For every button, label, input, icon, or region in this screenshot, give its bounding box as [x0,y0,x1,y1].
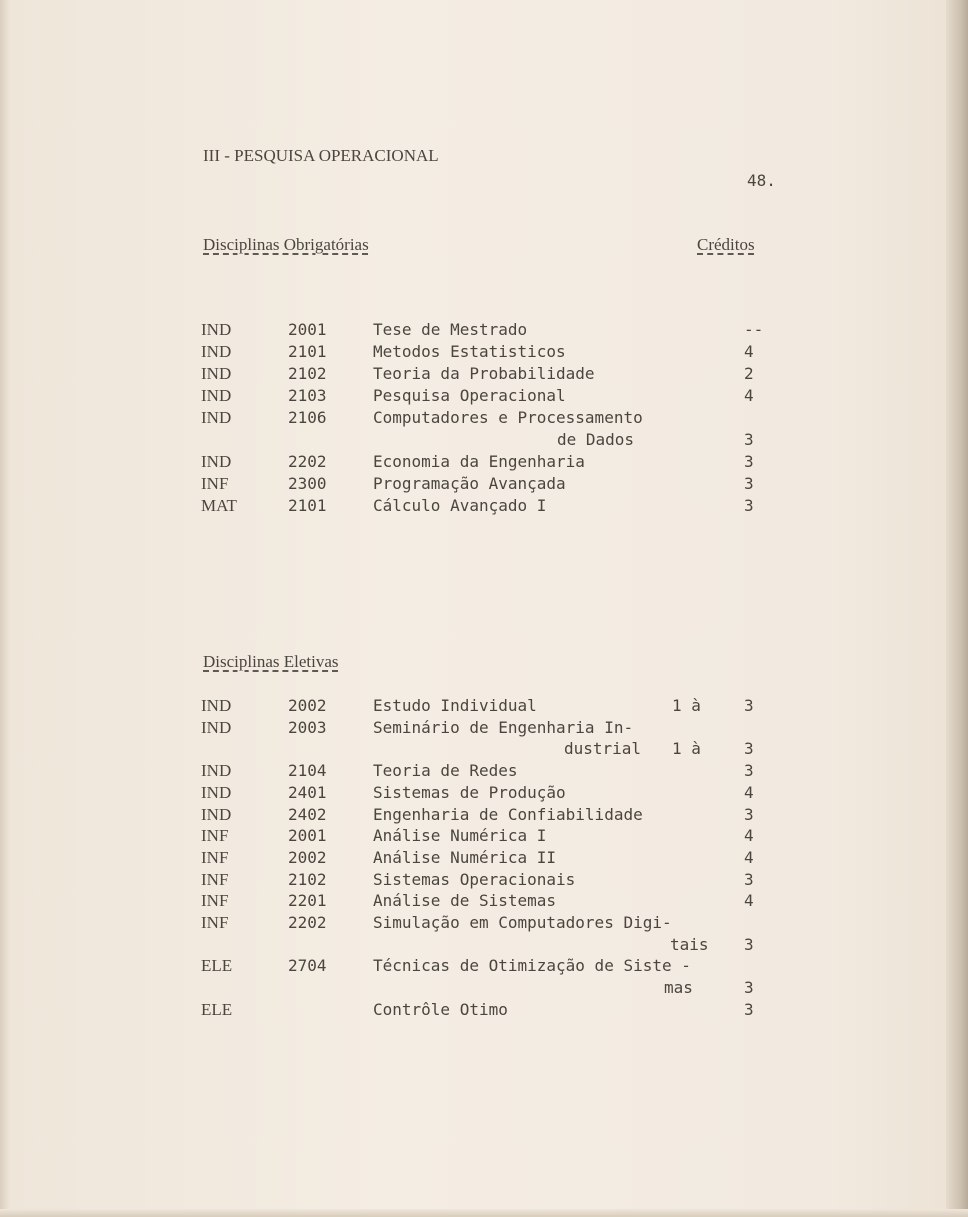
course-number: 2704 [288,956,327,976]
course-row [0,364,968,386]
course-title: Metodos Estatisticos [373,342,566,361]
course-credits: 3 [744,869,754,889]
course-row [0,342,968,364]
course-credits: 3 [744,999,754,1019]
course-title: de Dados [557,430,635,449]
course-credits: 3 [744,474,754,493]
course-dept: IND [201,408,232,427]
course-credits: 3 [744,739,754,759]
course-row [0,783,968,805]
course-dept: MAT [201,496,237,515]
course-number: 2103 [288,386,327,405]
page-bottom-edge [0,1209,968,1217]
course-credits: 3 [744,696,754,715]
course-title: Economia da Engenharia [373,452,585,471]
course-number: 2102 [288,869,327,889]
course-title: Teoria da Probabilidade [373,364,595,383]
course-row [0,408,968,430]
course-title: Sistemas de Produção [373,782,566,802]
course-title: Técnicas de Otimização de Siste - [373,956,691,976]
course-row [0,386,968,408]
course-number: 2001 [288,826,327,846]
course-credits: 4 [744,847,754,867]
course-title: Seminário de Engenharia In- [373,717,634,737]
course-credits: 3 [744,804,754,824]
course-title: Estudo Individual [373,696,537,715]
course-title: tais [670,934,709,954]
course-row [0,1000,968,1022]
course-dept: IND [201,320,232,339]
course-number: 2101 [288,496,327,515]
course-row [0,935,968,957]
course-credits: 3 [744,978,754,998]
course-dept: INF [201,847,229,867]
page-right-edge [946,0,968,1217]
course-title: Análise Numérica II [373,847,557,867]
course-title: Computadores e Processamento [373,408,643,427]
course-title: Análise de Sistemas [373,891,557,911]
course-number: 2101 [288,342,327,361]
course-dept: IND [201,696,232,715]
course-credits: 2 [744,364,754,383]
elective-heading: Disciplinas Eletivas [203,652,339,671]
course-dept: IND [201,452,232,471]
course-row [0,761,968,783]
course-credits: 4 [744,826,754,846]
course-dept: INF [201,474,229,493]
course-number: 2102 [288,364,327,383]
course-number: 2106 [288,408,327,427]
course-credits: 3 [744,761,754,781]
course-credits: 3 [744,430,754,449]
course-number: 2001 [288,320,327,339]
course-row [0,320,968,342]
course-dept: INF [201,913,229,932]
course-number: 2002 [288,847,327,867]
course-number: 2401 [288,782,327,802]
course-dept: ELE [201,999,233,1019]
course-row [0,891,968,913]
course-dept: IND [201,342,232,361]
course-number: 2300 [288,474,327,493]
course-number: 2202 [288,452,327,471]
course-row [0,452,968,474]
course-term: 1 à [672,696,701,715]
course-row [0,496,968,518]
course-number: 2104 [288,761,327,781]
page-left-edge [0,0,10,1217]
course-dept: IND [201,386,232,405]
section-title: III - PESQUISA OPERACIONAL [203,146,439,165]
course-row [0,718,968,740]
course-dept: INF [201,869,229,889]
course-dept: INF [201,826,229,846]
course-number: 2402 [288,804,327,824]
course-row [0,696,968,718]
course-number: 2003 [288,717,327,737]
course-credits: 4 [744,891,754,911]
course-dept: IND [201,804,232,824]
course-row [0,956,968,978]
course-number: 2002 [288,696,327,715]
course-title: Programação Avançada [373,474,566,493]
course-title: Pesquisa Operacional [373,386,566,405]
course-row [0,978,968,1000]
course-title: Tese de Mestrado [373,320,528,339]
course-row [0,826,968,848]
course-row [0,913,968,935]
course-number: 2201 [288,891,327,911]
course-row [0,805,968,827]
course-row [0,739,968,761]
course-title: Simulação em Computadores Digi- [373,913,672,932]
course-title: Sistemas Operacionais [373,869,576,889]
course-dept: INF [201,891,229,911]
course-title: mas [664,978,693,998]
course-title: Engenharia de Confiabilidade [373,804,643,824]
credits-heading: Créditos [697,235,755,254]
course-row [0,848,968,870]
course-dept: IND [201,364,232,383]
course-dept: IND [201,761,232,781]
course-title: Contrôle Otimo [373,999,508,1019]
course-credits: 4 [744,782,754,802]
course-credits: 4 [744,342,754,361]
course-term: 1 à [672,739,701,759]
course-dept: IND [201,717,232,737]
course-dept: ELE [201,956,233,976]
course-credits: 4 [744,386,754,405]
course-credits: -- [744,320,764,339]
course-title: dustrial [564,739,642,759]
mandatory-heading: Disciplinas Obrigatórias [203,235,369,254]
course-dept: IND [201,782,232,802]
course-title: Análise Numérica I [373,826,547,846]
course-title: Teoria de Redes [373,761,518,781]
course-row [0,474,968,496]
course-credits: 3 [744,934,754,954]
course-row [0,870,968,892]
course-credits: 3 [744,452,754,471]
course-number: 2202 [288,913,327,932]
course-credits: 3 [744,496,754,515]
page-number: 48. [747,171,776,190]
course-title: Cálculo Avançado I [373,496,547,515]
course-row [0,430,968,452]
